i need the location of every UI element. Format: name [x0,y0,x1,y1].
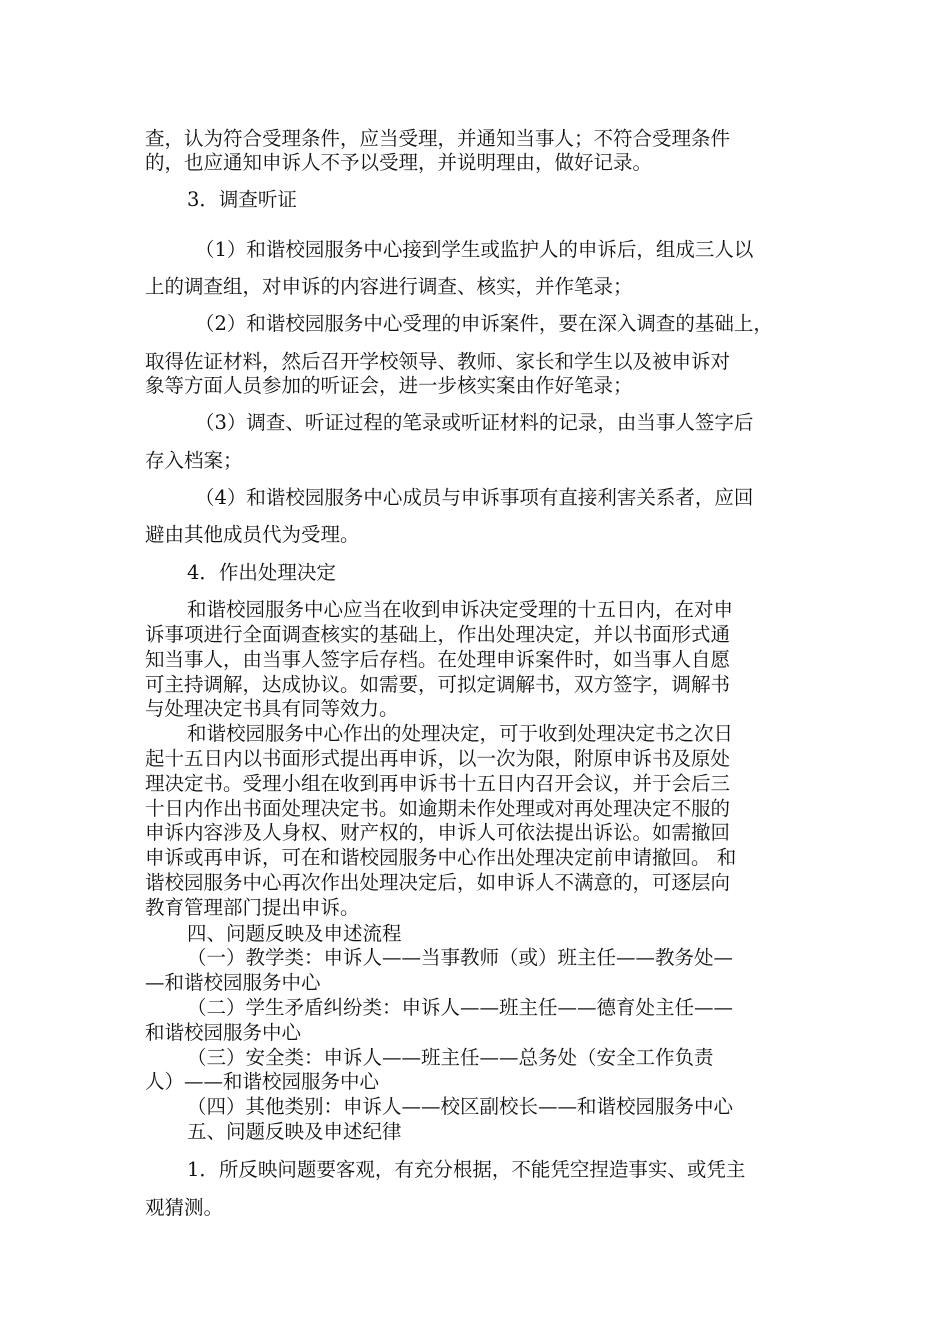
text-line: 取得佐证材料，然后召开学校领导、教师、家长和学生以及被申诉对 [145,350,731,373]
section-heading: 四、问题反映及申述流程 [187,922,402,945]
text-line: （2）和谐校园服务中心受理的申诉案件，要在深入调查的基础上， [195,312,773,335]
text-line: （三）安全类：申诉人——班主任——总务处（安全工作负责 [187,1046,714,1069]
text-line: 知当事人，由当事人签字后存档。在处理申诉案件时，如当事人自愿 [145,648,731,671]
text-line: 谐校园服务中心再次作出处理决定后，如申诉人不满意的，可逐层向 [145,871,731,894]
section-heading: 3．调查听证 [187,188,297,211]
text-line: 可主持调解，达成协议。如需要，可拟定调解书，双方签字，调解书 [145,673,731,696]
text-line: 存入档案； [145,449,243,472]
section-heading: 4．作出处理决定 [187,561,336,584]
text-line: 与处理决定书具有同等效力。 [145,697,399,720]
text-line: （1）和谐校园服务中心接到学生或监护人的申诉后，组成三人以 [195,238,754,261]
text-line: （3）调查、听证过程的笔录或听证材料的记录，由当事人签字后 [195,411,754,434]
text-line: 和谐校园服务中心 [145,1021,302,1044]
section-heading: 五、问题反映及申述纪律 [187,1120,402,1143]
text-line: 理决定书。受理小组在收到再申诉书十五日内召开会议，并于会后三 [145,772,731,795]
text-line: 人）——和谐校园服务中心 [145,1070,380,1093]
text-line: （四）其他类别：申诉人——校区副校长——和谐校园服务中心 [187,1095,734,1118]
text-line: 观猜测。 [145,1196,224,1219]
text-line: 避由其他成员代为受理。 [145,523,360,546]
text-line: 和谐校园服务中心作出的处理决定，可于收到处理决定书之次日 [187,722,734,745]
text-line: 上的调查组，对申诉的内容进行调查、核实，并作笔录； [145,275,633,298]
text-line: 和谐校园服务中心应当在收到申诉决定受理的十五日内，在对申 [187,598,734,621]
text-line: 1．所反映问题要客观，有充分根据，不能凭空捏造事实、或凭主 [187,1158,746,1181]
text-line: 象等方面人员参加的听证会，进一步核实案由作好笔录； [145,374,633,397]
text-line: 教育管理部门提出申诉。 [145,896,360,919]
text-line: 诉事项进行全面调查核实的基础上，作出处理决定，并以书面形式通 [145,623,731,646]
text-line: 的，也应通知申诉人不予以受理，并说明理由，做好记录。 [145,151,653,174]
text-line: —和谐校园服务中心 [145,971,321,994]
text-line: 起十五日内以书面形式提出再申诉，以一次为限，附原申诉书及原处 [145,747,731,770]
text-line: （一）教学类：申诉人——当事教师（或）班主任——教务处— [187,946,734,969]
text-line: 申诉内容涉及人身权、财产权的，申诉人可依法提出诉讼。如需撤回 [145,821,731,844]
text-line: （二）学生矛盾纠纷类：申诉人——班主任——德育处主任—— [187,996,734,1019]
text-line: 十日内作出书面处理决定书。如逾期未作处理或对再处理决定不服的 [145,797,731,820]
text-line: 查，认为符合受理条件，应当受理，并通知当事人；不符合受理条件 [145,127,731,150]
text-line: 申诉或再申诉，可在和谐校园服务中心作出处理决定前申请撤回。 和 [145,846,737,869]
text-line: （4）和谐校园服务中心成员与申诉事项有直接利害关系者，应回 [195,486,754,509]
